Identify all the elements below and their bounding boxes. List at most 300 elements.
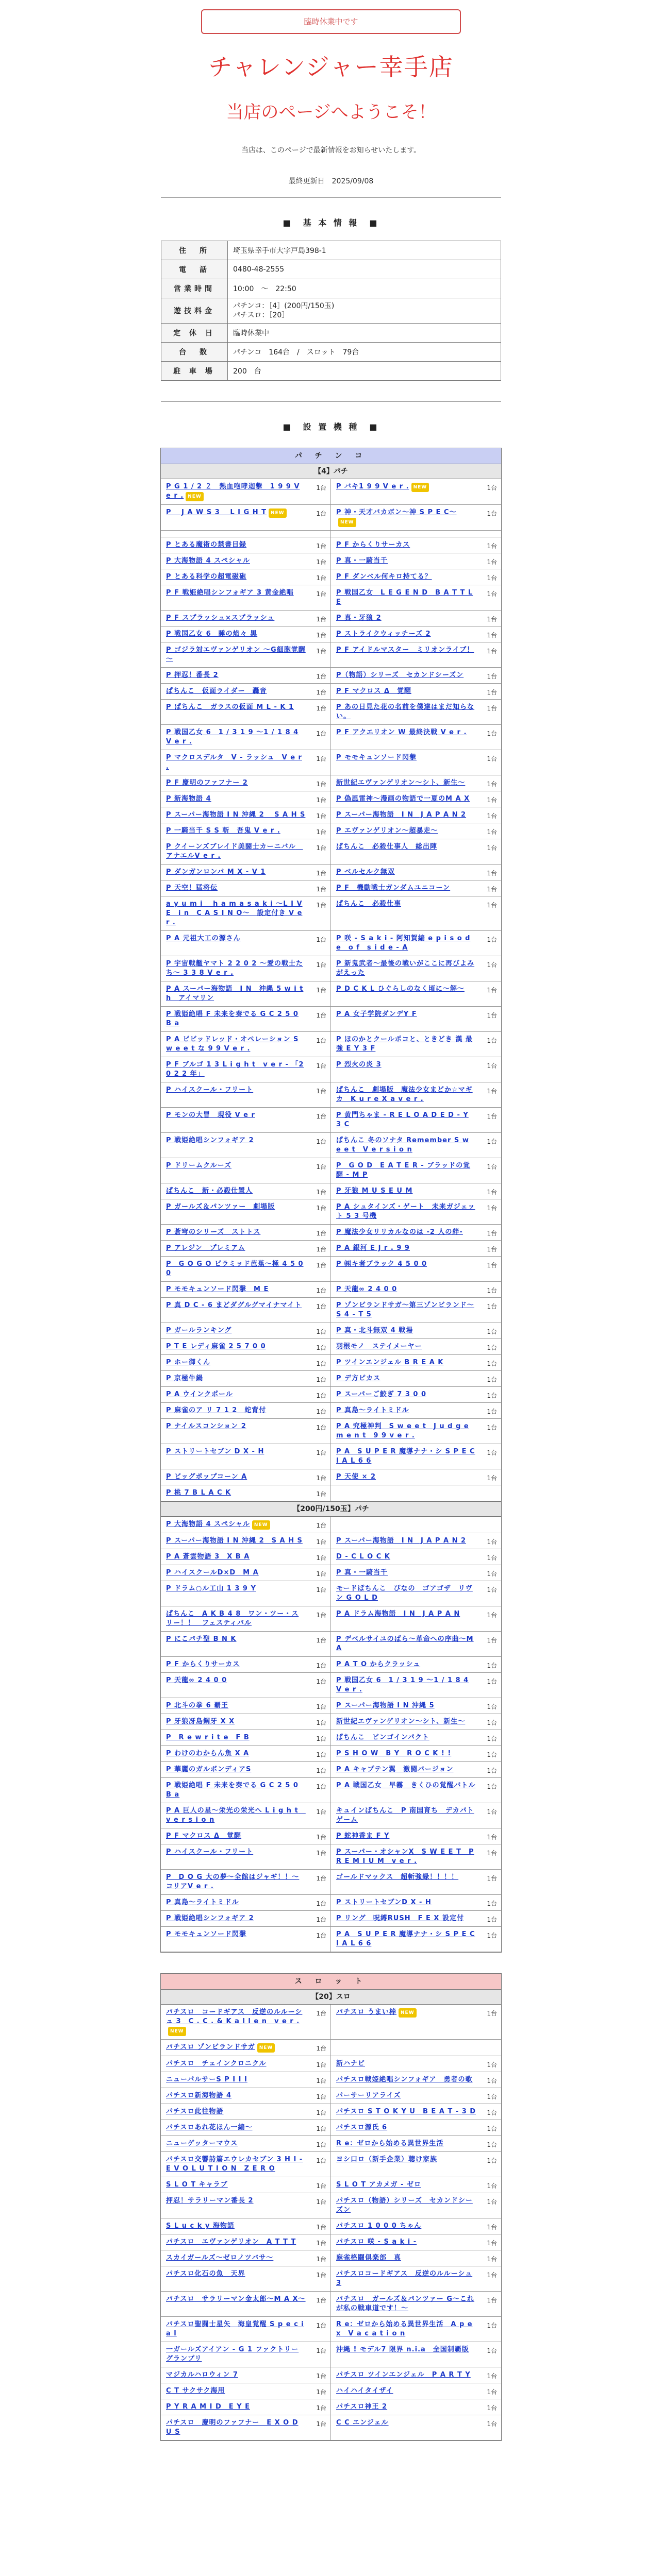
- machine-count: 1台: [316, 1735, 326, 1742]
- slot-rate20-header: 【20】スロ: [161, 1990, 501, 2005]
- machine-link[interactable]: [161, 839, 331, 865]
- machine-link[interactable]: [331, 1828, 501, 1844]
- machine-count: 1台: [316, 1916, 326, 1923]
- machine-link[interactable]: [331, 569, 501, 585]
- pachinko-rate200-header: 【200円/150玉】パチ: [161, 1501, 501, 1517]
- machine-link[interactable]: [161, 1485, 331, 1501]
- machine-link[interactable]: [331, 880, 501, 896]
- machine-name: パチスロ此往物語: [166, 2108, 224, 2115]
- machine-link[interactable]: [161, 1339, 331, 1355]
- machine-link[interactable]: [161, 2399, 331, 2415]
- machine-link[interactable]: [161, 1158, 331, 1183]
- machine-link[interactable]: [331, 1007, 501, 1032]
- machine-link[interactable]: [161, 2342, 331, 2367]
- machine-count: 1台: [316, 2010, 326, 2017]
- machine-count: 1台: [487, 730, 497, 737]
- info-value: 200 台: [228, 362, 501, 381]
- machine-link[interactable]: [331, 1565, 501, 1581]
- machine-link[interactable]: [161, 750, 331, 775]
- machine-link[interactable]: [161, 931, 331, 956]
- machine-link[interactable]: [331, 2177, 501, 2193]
- machine-link[interactable]: [161, 807, 331, 823]
- machine-name: P 新海物語 4: [166, 795, 211, 803]
- machine-name: P スーパー海物語 I N 沖縄 2 S A H S: [166, 1537, 303, 1545]
- machine-link[interactable]: [331, 807, 501, 823]
- machine-link[interactable]: [331, 1387, 501, 1403]
- machine-link[interactable]: [161, 1762, 331, 1778]
- machine-link[interactable]: [161, 2317, 331, 2342]
- machine-link[interactable]: [331, 2367, 501, 2383]
- machine-name: P A 銀河 E J r . 9 9: [336, 1244, 410, 1252]
- machine-link[interactable]: [161, 2120, 331, 2136]
- machine-name: 押忍！サラリーマン番長 2: [166, 2197, 254, 2205]
- machine-name: P 押忍！番長 2: [166, 671, 219, 679]
- machine-count: 1台: [316, 812, 326, 820]
- machine-link[interactable]: [161, 725, 331, 750]
- machine-link[interactable]: [331, 956, 501, 981]
- machine-link[interactable]: [331, 2292, 501, 2317]
- machine-name: P A 女子学院ダンデY F: [336, 1010, 417, 1018]
- machine-count: 1台: [316, 1875, 326, 1882]
- machine-link[interactable]: [331, 2193, 501, 2218]
- machine-link[interactable]: [161, 1565, 331, 1581]
- machine-name: P スーパー・オシャンX S W E E T P R E M I U M v e r .: [336, 1848, 474, 1865]
- machine-count: 1台: [487, 1475, 497, 1482]
- machine-count: 1台: [487, 1113, 497, 1120]
- machine-name: パチスロ化石の魚 天界: [166, 2270, 245, 2278]
- machine-link[interactable]: [161, 823, 331, 839]
- machine-link[interactable]: [331, 1778, 501, 1803]
- machine-link[interactable]: [161, 2040, 331, 2056]
- machine-count: 1台: [487, 689, 497, 696]
- machine-link[interactable]: [331, 2104, 501, 2120]
- machine-name: P 真・一騎当千: [336, 557, 388, 565]
- machine-link[interactable]: [161, 865, 331, 880]
- machine-link[interactable]: [331, 1927, 501, 1952]
- machine-link[interactable]: [331, 1323, 501, 1339]
- machine-link[interactable]: [161, 791, 331, 807]
- machine-link[interactable]: [161, 1199, 331, 1225]
- machine-link[interactable]: [161, 2056, 331, 2072]
- machine-link[interactable]: [161, 1007, 331, 1032]
- machine-link[interactable]: [161, 2234, 331, 2250]
- machine-link[interactable]: [331, 865, 501, 880]
- machine-link[interactable]: [161, 1549, 331, 1565]
- machine-link[interactable]: [331, 1403, 501, 1419]
- machine-link[interactable]: [331, 2383, 501, 2399]
- machine-count: 1台: [316, 2157, 326, 2164]
- machine-link[interactable]: [331, 1549, 501, 1565]
- machine-link[interactable]: [331, 505, 501, 531]
- machine-link[interactable]: [331, 611, 501, 626]
- machine-link[interactable]: [331, 725, 501, 750]
- machine-link[interactable]: [331, 585, 501, 611]
- machine-name: P 京極牛鍋: [166, 1375, 204, 1382]
- machine-link[interactable]: [331, 1282, 501, 1298]
- machine-link[interactable]: [331, 1032, 501, 1057]
- machine-count: 1台: [487, 1062, 497, 1070]
- machine-link[interactable]: [331, 1419, 501, 1444]
- machine-link[interactable]: [161, 611, 331, 626]
- machine-link[interactable]: [331, 1057, 501, 1082]
- machine-link[interactable]: [161, 1082, 331, 1108]
- machine-count: 1台: [316, 689, 326, 696]
- machine-name: P 大海物語 4 スペシャル: [166, 1520, 250, 1528]
- machine-link[interactable]: [161, 1632, 331, 1657]
- machine-link[interactable]: [161, 1714, 331, 1730]
- machine-link[interactable]: [331, 2342, 501, 2367]
- machine-count: 1台: [487, 1703, 497, 1710]
- machine-count: 1台: [316, 1408, 326, 1415]
- machine-link[interactable]: [331, 2399, 501, 2415]
- machine-name: パチスロあれ花ほん一編～: [166, 2124, 253, 2131]
- machine-link[interactable]: [161, 2218, 331, 2234]
- machine-link[interactable]: [331, 479, 501, 505]
- machine-link[interactable]: [161, 1355, 331, 1371]
- machine-count: 1台: [487, 632, 497, 639]
- machine-link[interactable]: [331, 1673, 501, 1698]
- machine-count: 1台: [487, 2256, 497, 2263]
- machine-count: 1台: [487, 1449, 497, 1456]
- machine-link[interactable]: [161, 896, 331, 931]
- machine-name: パチスロ新海物語 4: [166, 2092, 232, 2099]
- machine-name: P A 戦国乙女 早霧 きくひの覚醒バトル: [336, 1782, 476, 1789]
- new-badge-icon: NEW: [338, 518, 356, 527]
- machine-name: P 咲 - S a k i - 阿知賀編 e p i s o d e o f s i d e - A: [336, 935, 471, 952]
- machine-link[interactable]: [331, 1698, 501, 1714]
- machine-link[interactable]: [331, 2152, 501, 2177]
- machine-name: P R e w r i t e F B: [166, 1734, 250, 1741]
- machine-name: P S H O W B Y R O C K ! !: [336, 1750, 452, 1757]
- machine-link[interactable]: [161, 775, 331, 791]
- machine-link[interactable]: [331, 1158, 501, 1183]
- machine-link[interactable]: [331, 1298, 501, 1323]
- machine-count: 1台: [316, 1783, 326, 1790]
- machine-name: P A ドラム海物語 I N J A P A N: [336, 1610, 460, 1618]
- machine-name: P モモキュンソード閃撃 M E: [166, 1285, 269, 1293]
- empty-cell: [331, 1517, 501, 1533]
- machine-count: 1台: [487, 2157, 497, 2164]
- machine-name: P 真・一騎当千: [336, 1569, 388, 1577]
- machine-link[interactable]: [161, 2177, 331, 2193]
- machine-link[interactable]: [331, 1183, 501, 1199]
- machine-link[interactable]: [331, 1257, 501, 1282]
- machine-link[interactable]: [331, 1714, 501, 1730]
- machine-link[interactable]: [161, 880, 331, 896]
- machine-link[interactable]: [161, 1911, 331, 1927]
- machine-name: P 蛇神香ま F Y: [336, 1832, 390, 1840]
- machine-count: 1台: [316, 987, 326, 994]
- machine-link[interactable]: [161, 2250, 331, 2266]
- machine-count: 1台: [316, 574, 326, 582]
- machine-link[interactable]: [161, 1746, 331, 1762]
- machine-link[interactable]: [161, 1828, 331, 1844]
- machine-link[interactable]: [161, 1730, 331, 1746]
- machine-name: パチスロ聖闘士星矢 海皇覚醒 S p e c i a l: [166, 2320, 304, 2337]
- machine-link[interactable]: [331, 1225, 501, 1241]
- machine-link[interactable]: [331, 1911, 501, 1927]
- machine-name: P 戦姫絶唱シンフォギア 2: [166, 1137, 254, 1144]
- machine-link[interactable]: [331, 1895, 501, 1911]
- machine-link[interactable]: [161, 1133, 331, 1158]
- machine-link[interactable]: [161, 2292, 331, 2317]
- machine-link[interactable]: [161, 2088, 331, 2104]
- machine-link[interactable]: [161, 1419, 331, 1444]
- machine-link[interactable]: [161, 1657, 331, 1673]
- machine-link[interactable]: [331, 1730, 501, 1746]
- machine-link[interactable]: [331, 2005, 501, 2040]
- machine-link[interactable]: [331, 700, 501, 725]
- last-updated: 最終更新日 2025/09/08: [288, 177, 374, 185]
- machine-count: 1台: [316, 1751, 326, 1758]
- machine-link[interactable]: [161, 1108, 331, 1133]
- machine-link[interactable]: [331, 839, 501, 865]
- machine-name: P A 元祖大工の源さん: [166, 935, 241, 942]
- machine-name: P 天空！猛将伝: [166, 884, 218, 892]
- machine-link[interactable]: [331, 823, 501, 839]
- machine-link[interactable]: [331, 775, 501, 791]
- machine-link[interactable]: [161, 1927, 331, 1952]
- machine-link[interactable]: [331, 1469, 501, 1485]
- machine-link[interactable]: [161, 1323, 331, 1339]
- machine-link[interactable]: [161, 1778, 331, 1803]
- machine-name: P 牙狼 M U S E U M: [336, 1187, 413, 1195]
- machine-link[interactable]: [161, 1895, 331, 1911]
- machine-link[interactable]: [161, 1403, 331, 1419]
- machine-name: a y u m i h a m a s a k i ～L I V E i n C A S I N O～ 設定付き V e r .: [166, 900, 303, 926]
- machine-count: 1台: [487, 1205, 497, 1212]
- machine-link[interactable]: [331, 537, 501, 553]
- machine-link[interactable]: [331, 1762, 501, 1778]
- machine-link[interactable]: [161, 1257, 331, 1282]
- machine-link[interactable]: [161, 684, 331, 700]
- machine-count: 1台: [316, 673, 326, 680]
- machine-name: スカイガールズ～ゼロノツバサ～: [166, 2254, 274, 2262]
- machine-link[interactable]: [331, 1606, 501, 1632]
- machine-link[interactable]: [161, 2193, 331, 2218]
- machine-link[interactable]: [161, 1057, 331, 1082]
- machine-name: P 偽風雷神～漫画の物語で一夏のM A X: [336, 795, 470, 803]
- machine-link[interactable]: [161, 1698, 331, 1714]
- machine-link[interactable]: [331, 2250, 501, 2266]
- machine-link[interactable]: [331, 1082, 501, 1108]
- machine-link[interactable]: [331, 2234, 501, 2250]
- machine-count: 1台: [487, 1554, 497, 1562]
- machine-link[interactable]: [161, 553, 331, 569]
- machine-name: P エヴァンゲリオン～超暴走～: [336, 827, 438, 835]
- machine-link[interactable]: [331, 2088, 501, 2104]
- machine-count: 1台: [316, 484, 326, 492]
- machine-count: 1台: [316, 2297, 326, 2304]
- machine-link[interactable]: [161, 1581, 331, 1606]
- machine-count: 1台: [487, 1287, 497, 1294]
- machine-link[interactable]: [161, 479, 331, 505]
- machine-link[interactable]: [331, 750, 501, 775]
- machine-count: 1台: [487, 2010, 497, 2017]
- machine-link[interactable]: [331, 931, 501, 956]
- machine-name: P マクロスデルタ V - ラッシュ V e r .: [166, 754, 302, 771]
- machine-link[interactable]: [331, 1803, 501, 1828]
- machine-count: 1台: [316, 755, 326, 762]
- machine-link[interactable]: [161, 2415, 331, 2441]
- machine-link[interactable]: [161, 569, 331, 585]
- machine-link[interactable]: [331, 668, 501, 684]
- machine-link[interactable]: [161, 1803, 331, 1828]
- machine-link[interactable]: [161, 1469, 331, 1485]
- machine-link[interactable]: [161, 2367, 331, 2383]
- machine-name: S L O T アカメガ - ゼロ: [336, 2181, 421, 2189]
- machine-link[interactable]: [331, 2136, 501, 2152]
- machine-link[interactable]: [331, 626, 501, 642]
- machine-link[interactable]: [331, 1870, 501, 1895]
- machine-link[interactable]: [331, 1199, 501, 1225]
- machine-name: P 大海物語 4 スペシャル: [166, 557, 250, 565]
- machine-link[interactable]: [331, 981, 501, 1007]
- machine-link[interactable]: [161, 1298, 331, 1323]
- machine-link[interactable]: [161, 981, 331, 1007]
- machine-link[interactable]: [331, 1108, 501, 1133]
- machine-name: P モモキュンソード閃撃: [166, 1930, 247, 1938]
- machine-link[interactable]: [161, 2136, 331, 2152]
- machine-link[interactable]: [331, 1533, 501, 1549]
- machine-count: 1台: [316, 902, 326, 909]
- machine-name: パチスロ 咲 - S a k i -: [336, 2238, 417, 2246]
- machine-link[interactable]: [331, 896, 501, 931]
- machine-name: P A シュタインズ・ゲート 未来ガジェット 5 3 号機: [336, 1203, 475, 1220]
- pachinko-header: パ チ ン コ: [161, 448, 501, 464]
- machine-link[interactable]: [161, 2072, 331, 2088]
- machine-link[interactable]: [331, 791, 501, 807]
- machine-link[interactable]: [161, 1225, 331, 1241]
- machine-name: P 天龍∞ 2 4 0 0: [336, 1285, 398, 1293]
- machine-name: P 真 D C - 6 まどダグルグマイナマイト: [166, 1301, 302, 1309]
- machine-link[interactable]: [331, 2266, 501, 2292]
- machine-name: P ツインエンジェル B R E A K: [336, 1359, 444, 1366]
- machine-count: 1台: [487, 1138, 497, 1145]
- machine-link[interactable]: [331, 684, 501, 700]
- machine-link[interactable]: [161, 700, 331, 725]
- machine-link[interactable]: [161, 2266, 331, 2292]
- machine-link[interactable]: [161, 2152, 331, 2177]
- machine-count: 1台: [487, 2224, 497, 2231]
- machine-name: P G O G O ピラミッド芭蕉～極 4 5 0 0: [166, 1260, 304, 1277]
- machine-link[interactable]: [161, 1870, 331, 1895]
- machine-count: 1台: [487, 648, 497, 655]
- machine-count: 1台: [487, 2240, 497, 2247]
- machine-name: P 真・北斗無双 4 戦場: [336, 1327, 413, 1334]
- machine-count: 1台: [316, 2045, 326, 2052]
- machine-link[interactable]: [331, 1632, 501, 1657]
- machine-link[interactable]: [331, 2218, 501, 2234]
- machine-name: P 桃 7 B L A C K: [166, 1489, 231, 1497]
- machine-name: P A スーパー海物語 I N 沖縄 5 w i t h アイマリン: [166, 985, 304, 1002]
- machine-link[interactable]: [161, 1533, 331, 1549]
- new-badge-icon: NEW: [252, 1520, 270, 1530]
- machine-count: 1台: [487, 1783, 497, 1790]
- machine-name: P A S U P E R 魔導ナナ・シ S P E C I A L 6 6: [336, 1448, 475, 1465]
- phone-link[interactable]: 0480-48-2555: [228, 260, 501, 279]
- machine-link[interactable]: [331, 1371, 501, 1387]
- machine-link[interactable]: [331, 1746, 501, 1762]
- machine-link[interactable]: [161, 1371, 331, 1387]
- machine-count: 1台: [487, 2420, 497, 2428]
- machine-link[interactable]: [331, 1581, 501, 1606]
- machine-link[interactable]: [331, 2072, 501, 2088]
- machine-name: P ガールズ＆パンツァー 劇場版: [166, 1203, 275, 1211]
- machine-name: 新世紀エヴァンゲリオン～シト、新生～: [336, 1718, 466, 1725]
- machine-link[interactable]: [331, 1657, 501, 1673]
- machine-link[interactable]: [161, 537, 331, 553]
- machine-link[interactable]: [161, 2005, 331, 2040]
- machine-link[interactable]: [331, 2120, 501, 2136]
- machine-link[interactable]: [161, 1282, 331, 1298]
- machine-link[interactable]: [161, 668, 331, 684]
- machine-link[interactable]: [161, 626, 331, 642]
- machine-link[interactable]: [161, 1517, 331, 1533]
- machine-link[interactable]: [161, 1606, 331, 1632]
- machine-link[interactable]: [331, 1355, 501, 1371]
- machine-link[interactable]: [331, 1844, 501, 1870]
- machine-link[interactable]: [161, 2383, 331, 2399]
- machine-link[interactable]: [331, 642, 501, 668]
- machine-name: パチスロ 慶明のファフナー E X O D U S: [166, 2419, 299, 2436]
- machine-link[interactable]: [161, 2104, 331, 2120]
- machine-name: P J A W S 3 L I G H T: [166, 509, 267, 516]
- machine-link[interactable]: [161, 956, 331, 981]
- info-value: パチンコ 164台 / スロット 79台: [228, 343, 501, 362]
- notice-text: 当店は、このページで最新情報をお知らせいたします。: [241, 146, 421, 155]
- machine-link[interactable]: [161, 1673, 331, 1698]
- info-row-holiday: [161, 324, 501, 343]
- machine-link[interactable]: [161, 1844, 331, 1870]
- machine-link[interactable]: [161, 1183, 331, 1199]
- pachinko-rate4-list: [161, 479, 501, 1501]
- machine-count: 1台: [316, 2224, 326, 2231]
- machine-name: 羽根モノ ステイメーヤー: [336, 1343, 422, 1350]
- machine-count: 1台: [316, 2256, 326, 2263]
- machine-link[interactable]: [331, 2317, 501, 2342]
- machine-link[interactable]: [331, 2056, 501, 2072]
- machine-name: P F ブルゴ 1 3 L i g h t v e r - 「2 0 2 2 年」: [166, 1061, 304, 1078]
- machine-link[interactable]: [331, 1339, 501, 1355]
- machine-name: P ハイスクールD×D M A: [166, 1569, 259, 1577]
- rate-slot: パチスロ：［20］: [233, 311, 289, 319]
- machine-link[interactable]: [161, 1241, 331, 1257]
- info-key: 台 数: [161, 343, 228, 362]
- machine-name: P 戦姫絶唱 F 未来を奏でる G C 2 5 0 B a: [166, 1010, 299, 1027]
- machine-count: 1台: [487, 755, 497, 762]
- machine-link[interactable]: [161, 1444, 331, 1469]
- machine-link[interactable]: [331, 1444, 501, 1469]
- machine-count: 1台: [316, 1662, 326, 1669]
- machine-count: 1台: [316, 828, 326, 836]
- machine-link[interactable]: [161, 585, 331, 611]
- machine-name: P ビッグポップコーン A: [166, 1473, 247, 1481]
- machine-link[interactable]: [331, 2415, 501, 2441]
- basic-info-header: ■ 基 本 情 報 ■: [283, 218, 379, 228]
- machine-name: P わけのわからん魚 X A: [166, 1750, 250, 1757]
- machine-link[interactable]: [161, 505, 331, 531]
- machine-count: 1台: [487, 2372, 497, 2380]
- machine-link[interactable]: [161, 642, 331, 668]
- machine-link[interactable]: [331, 1133, 501, 1158]
- machine-name: P G 1 / 2 ２ 熱血咆哮迦撃 1 9 9 V e r .: [166, 483, 300, 500]
- machine-link[interactable]: [161, 1387, 331, 1403]
- machine-link[interactable]: [331, 553, 501, 569]
- machine-link[interactable]: [161, 1032, 331, 1057]
- machine-link[interactable]: [331, 1241, 501, 1257]
- machine-count: 1台: [487, 1376, 497, 1383]
